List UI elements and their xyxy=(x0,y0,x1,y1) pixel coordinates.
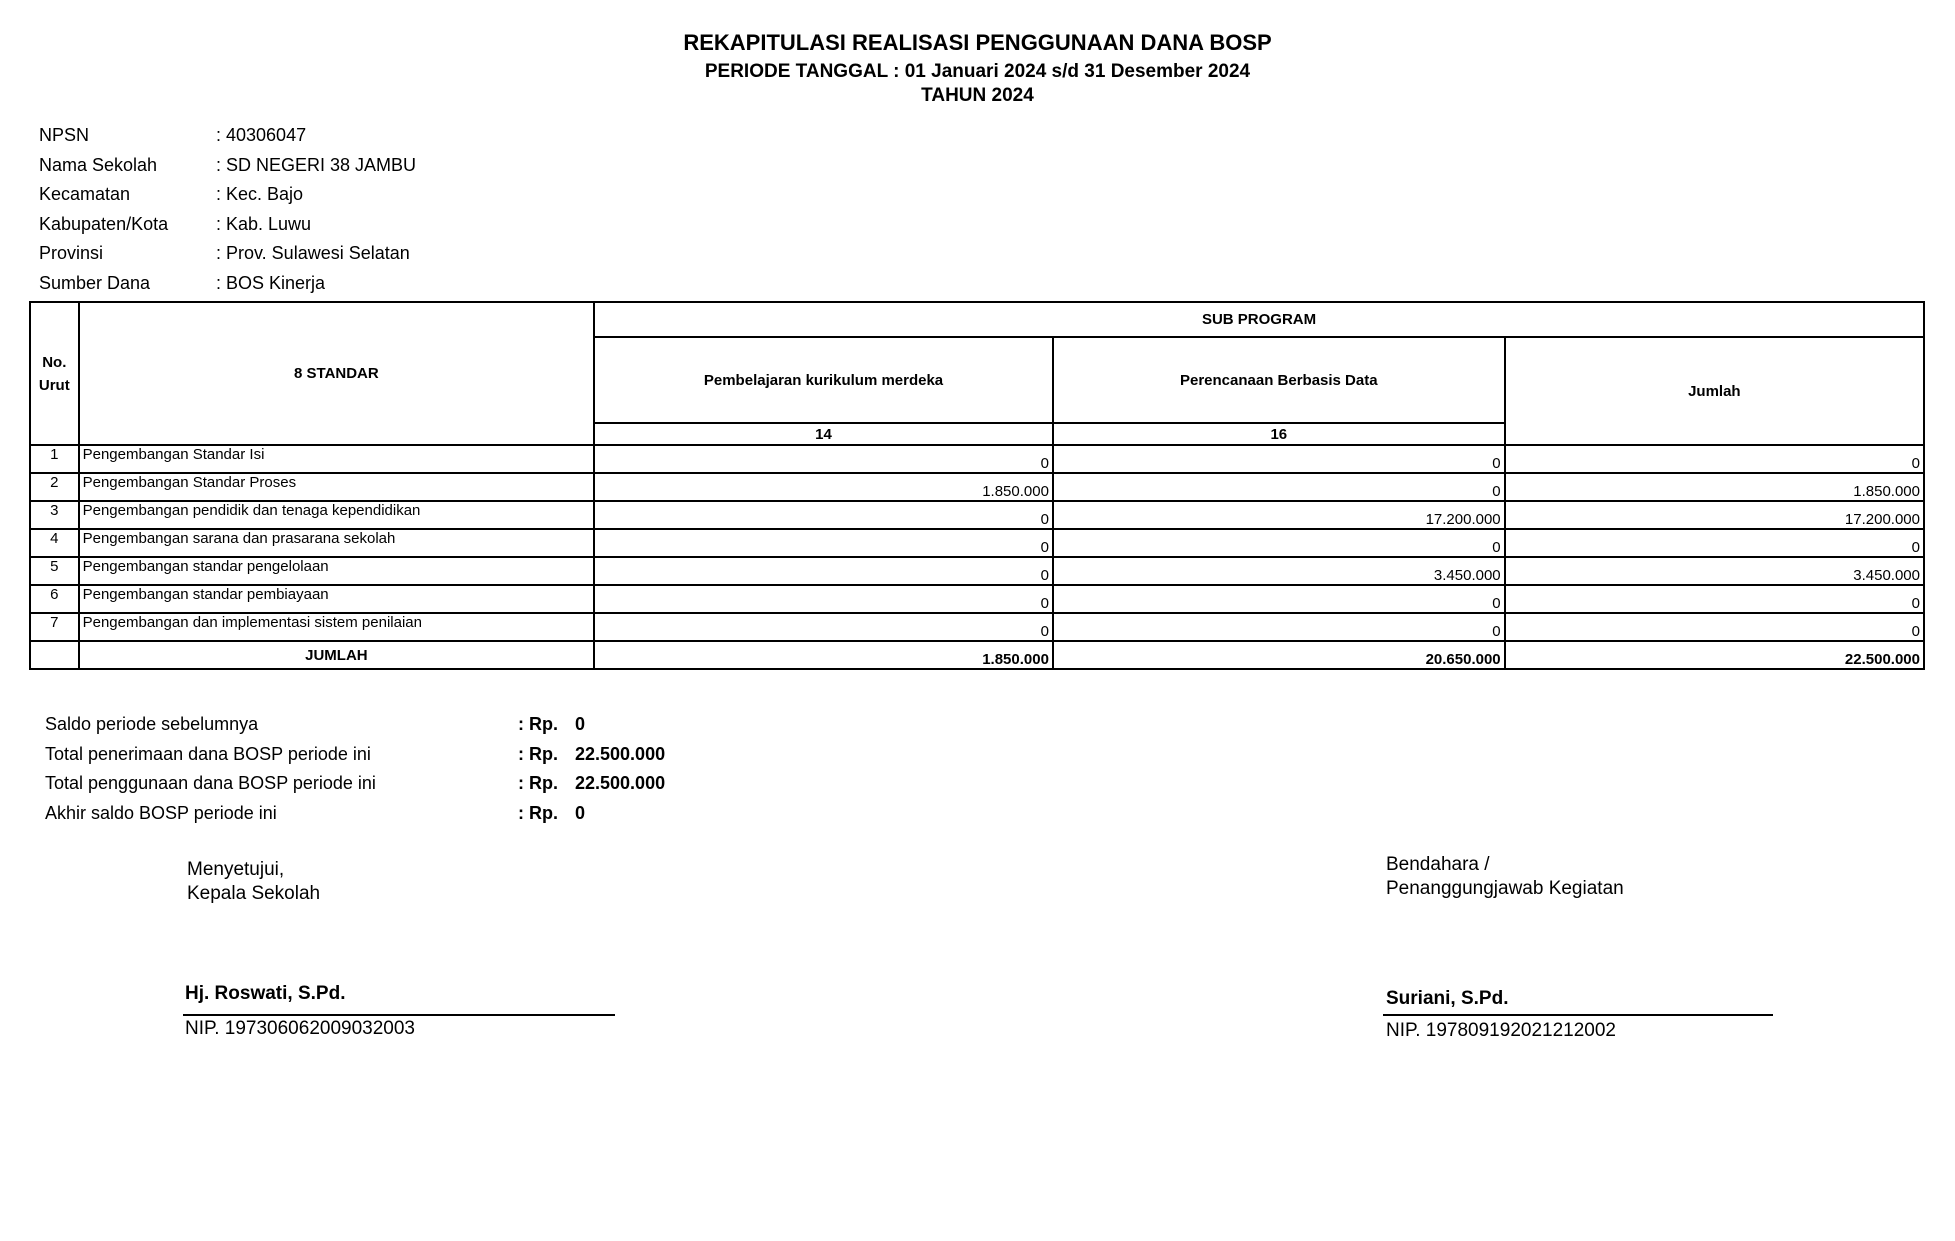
standard-name: Pengembangan dan implementasi sistem penilaian xyxy=(79,613,595,641)
table-row xyxy=(30,501,1924,529)
col-header-standar: 8 STANDAR xyxy=(79,302,595,445)
info-value: : Prov. Sulawesi Selatan xyxy=(216,243,410,264)
col-header-program-1: Pembelajaran kurikulum merdeka xyxy=(594,337,1053,423)
standard-name: Pengembangan sarana dan prasarana sekolah xyxy=(79,529,595,557)
program-2-amount: 0 xyxy=(1053,445,1505,473)
summary-value: 0 xyxy=(575,714,586,734)
row-number: 4 xyxy=(30,529,79,557)
standard-name: Pengembangan standar pengelolaan xyxy=(79,557,595,585)
col-header-program-2: Perencanaan Berbasis Data xyxy=(1053,337,1505,423)
program-2-amount: 0 xyxy=(1053,585,1505,613)
program-1-amount: 0 xyxy=(594,445,1053,473)
info-label: Nama Sekolah xyxy=(39,154,158,175)
total-program-2: 20.650.000 xyxy=(1053,641,1505,669)
row-total: 0 xyxy=(1505,585,1924,613)
info-row-fund-source xyxy=(39,269,416,299)
program-1-amount: 0 xyxy=(594,529,1053,557)
table-row xyxy=(30,557,1924,585)
summary-label: Total penerimaan dana BOSP periode ini xyxy=(45,743,371,764)
summary-label: Total penggunaan dana BOSP periode ini xyxy=(45,773,376,793)
program-1-amount: 0 xyxy=(594,613,1053,641)
table-row xyxy=(30,473,1924,501)
info-label: Sumber Dana xyxy=(39,272,151,293)
summary-row-total-receipt xyxy=(45,740,665,770)
total-program-1: 1.850.000 xyxy=(594,641,1053,669)
row-total: 0 xyxy=(1505,529,1924,557)
info-row-regency xyxy=(39,210,416,240)
standard-name: Pengembangan Standar Proses xyxy=(79,473,595,501)
info-label: Kabupaten/Kota xyxy=(39,213,169,234)
signature-line xyxy=(1383,1014,1773,1016)
signature-nip: NIP. 197306062009032003 xyxy=(185,1018,415,1039)
info-row-province xyxy=(39,239,416,269)
row-number: 3 xyxy=(30,501,79,529)
row-total: 1.850.000 xyxy=(1505,473,1924,501)
balance-summary xyxy=(45,710,665,828)
row-total: 17.200.000 xyxy=(1505,501,1924,529)
info-label: Kecamatan xyxy=(39,184,131,205)
report-period: PERIODE TANGGAL : 01 Januari 2024 s/d 31 Desember 2024 xyxy=(704,61,1251,82)
program-2-amount: 3.450.000 xyxy=(1053,557,1505,585)
info-row-district xyxy=(39,180,416,210)
program-2-amount: 0 xyxy=(1053,529,1505,557)
summary-currency: : Rp. xyxy=(518,773,558,793)
signature-name: Suriani, S.Pd. xyxy=(1386,988,1509,1009)
standard-name: Pengembangan standar pembiayaan xyxy=(79,585,595,613)
info-row-school-name xyxy=(39,151,416,181)
info-value: : BOS Kinerja xyxy=(216,272,326,293)
program-1-amount: 0 xyxy=(594,557,1053,585)
signature-principal xyxy=(185,858,415,1039)
total-row xyxy=(30,641,1924,669)
info-value: : 40306047 xyxy=(216,125,307,145)
summary-value: 22.500.000 xyxy=(575,743,666,764)
summary-value: 22.500.000 xyxy=(575,773,666,793)
signature-nip: NIP. 197809192021212002 xyxy=(1386,1020,1616,1041)
info-label: Provinsi xyxy=(39,243,104,264)
col-header-no xyxy=(30,302,79,445)
signature-name: Hj. Roswati, S.Pd. xyxy=(185,983,346,1004)
school-info xyxy=(39,121,416,299)
program-2-amount: 17.200.000 xyxy=(1053,501,1505,529)
program-code-2: 16 xyxy=(1053,423,1505,445)
program-code-1: 14 xyxy=(594,423,1053,445)
table-row xyxy=(30,529,1924,557)
signature-treasurer xyxy=(1386,853,1624,1041)
row-total: 0 xyxy=(1505,613,1924,641)
row-total: 3.450.000 xyxy=(1505,557,1924,585)
recap-table xyxy=(29,301,1925,670)
standard-name: Pengembangan pendidik dan tenaga kependidikan xyxy=(79,501,595,529)
report-title: REKAPITULASI REALISASI PENGGUNAAN DANA BOSP xyxy=(683,30,1272,55)
signature-role-line1: Bendahara / xyxy=(1386,854,1490,875)
signature-role-line1: Menyetujui, xyxy=(187,859,285,880)
row-number: 2 xyxy=(30,473,79,501)
standard-name: Pengembangan Standar Isi xyxy=(79,445,595,473)
table-row xyxy=(30,585,1924,613)
info-value: : SD NEGERI 38 JAMBU xyxy=(216,154,417,175)
program-1-amount: 0 xyxy=(594,501,1053,529)
total-label: JUMLAH xyxy=(79,641,595,669)
table-row xyxy=(30,613,1924,641)
signature-line xyxy=(183,1014,615,1016)
signature-role-line2: Kepala Sekolah xyxy=(187,883,321,904)
group-header-sub-program: SUB PROGRAM xyxy=(594,302,1924,337)
summary-currency: : Rp. xyxy=(518,714,558,734)
signature-role-line2: Penanggungjawab Kegiatan xyxy=(1386,878,1624,899)
total-row-no xyxy=(30,641,79,669)
summary-value: 0 xyxy=(575,802,586,823)
col-header-total: Jumlah xyxy=(1505,337,1924,445)
table-row xyxy=(30,445,1924,473)
info-label: NPSN xyxy=(39,125,90,145)
summary-label: Akhir saldo BOSP periode ini xyxy=(45,802,277,823)
program-2-amount: 0 xyxy=(1053,473,1505,501)
info-value: : Kec. Bajo xyxy=(216,184,304,205)
row-number: 5 xyxy=(30,557,79,585)
program-1-amount: 1.850.000 xyxy=(594,473,1053,501)
row-number: 6 xyxy=(30,585,79,613)
program-1-amount: 0 xyxy=(594,585,1053,613)
report-year: TAHUN 2024 xyxy=(921,85,1034,106)
row-number: 7 xyxy=(30,613,79,641)
col-header-no-line2: Urut xyxy=(38,376,70,394)
row-number: 1 xyxy=(30,445,79,473)
summary-row-previous-balance xyxy=(45,710,665,740)
summary-currency: : Rp. xyxy=(518,802,558,823)
program-2-amount: 0 xyxy=(1053,613,1505,641)
summary-label: Saldo periode sebelumnya xyxy=(45,714,259,734)
summary-row-total-usage xyxy=(45,769,665,799)
row-total: 0 xyxy=(1505,445,1924,473)
summary-currency: : Rp. xyxy=(518,743,558,764)
grand-total: 22.500.000 xyxy=(1505,641,1924,669)
summary-row-ending-balance xyxy=(45,799,665,829)
info-row-npsn xyxy=(39,121,416,151)
info-value: : Kab. Luwu xyxy=(216,213,312,234)
col-header-no-line1: No. xyxy=(42,353,67,371)
